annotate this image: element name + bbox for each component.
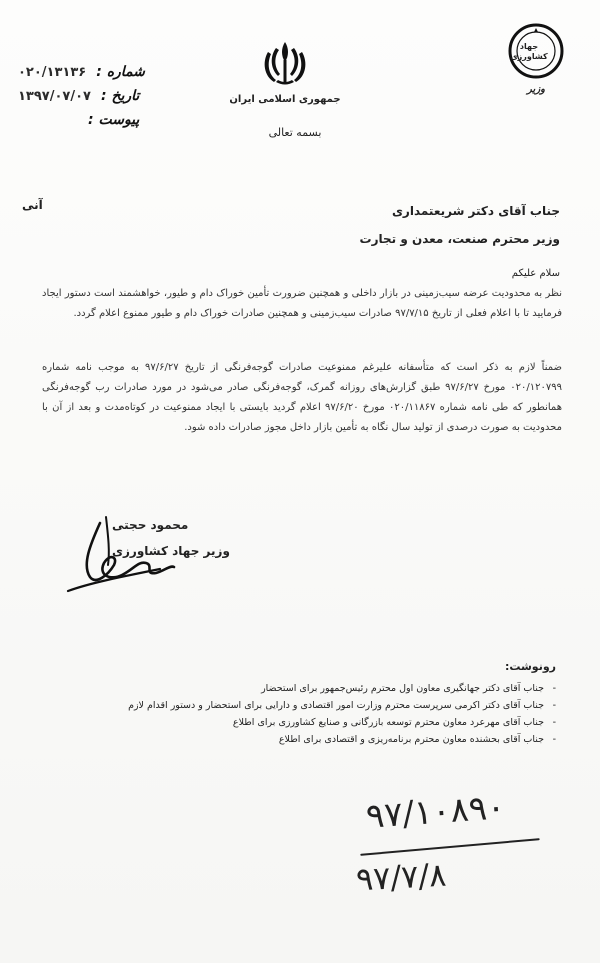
signer-name: محمود حجتی bbox=[112, 518, 189, 532]
handwritten-underline bbox=[360, 838, 539, 856]
cc-item: - جناب آقای دکتر جهانگیری معاون اول محترم رئیس‌جمهور برای استحضار bbox=[36, 680, 556, 697]
ministry-logo bbox=[500, 22, 572, 95]
emblem-icon bbox=[262, 38, 308, 88]
cc-item: - جناب آقای دکتر اکرمی سرپرست محترم وزارت امور اقتصادی و دارایی برای استحضار و دستور اقدام لازم bbox=[36, 697, 556, 714]
recipient-name: جناب آقای دکتر شریعتمداری bbox=[391, 204, 560, 218]
letter-number-label: شماره : bbox=[96, 64, 145, 80]
handwritten-registration-number: ۹۷/۱۰۸۹۰ bbox=[364, 787, 507, 837]
letter-number-value: ۰۲۰/۱۳۱۳۶ bbox=[18, 64, 87, 80]
handwritten-registration-date: ۹۷/۷/۸ bbox=[355, 855, 448, 899]
urgency-label: آنی bbox=[22, 198, 43, 212]
body-paragraph-1: نظر به محدودیت عرضه سیب‌زمینی در بازار داخلی و همچنین ضرورت تأمین خوراک دام و طیور، خواهشمند است دستور ایجاد فرمایید تا با اعلام فعلی از تاریخ ۹۷/۷/۱۵ صادرات سیب‌زمینی و همچنین صادرات خوراک دام و طیور ممنوع اعلام گردد. bbox=[42, 288, 562, 319]
recipient-title: وزیر محترم صنعت، معدن و تجارت bbox=[359, 232, 560, 246]
letter-date-value: ۱۳۹۷/۰۷/۰۷ bbox=[18, 88, 91, 104]
cc-item: - جناب آقای بحشنده معاون محترم برنامه‌ریزی و اقتصادی برای اطلاع bbox=[36, 731, 556, 748]
body-paragraph-2: ضمناً لازم به ذکر است که متأسفانه علیرغم ممنوعیت صادرات گوجه‌فرنگی از تاریخ ۹۷/۶/۲۷ به موجب نامه شماره ۰۲۰/۱۲۰۷۹۹ مورخ ۹۷/۶/۲۷ طبق گزارش‌های روزانه گمرک، گوجه‌فرنگی صادر می‌شود در مورد صادرات رب گوجه‌فرنگی همانطور که طی نامه شماره ۰۲۰/۱۱۸۶۷ مورخ ۹۷/۶/۲۰ اعلام گردید بایستی با ایجاد ممنوعیت در کوتاه‌مدت و بعد از آن با محدودیت به صورت درصدی از تولید سال نگاه به تأمین بازار داخل مجوز صادرات داده شود. bbox=[42, 362, 562, 433]
letter-attachment-label: پیوست : bbox=[88, 112, 140, 128]
letter-attachment-row bbox=[18, 110, 139, 130]
ministry-logo-text: جهاد کشاورزی bbox=[510, 42, 548, 61]
salutation: سلام علیکم bbox=[511, 268, 560, 279]
ministry-logo-caption: وزیر bbox=[527, 84, 545, 95]
letter-date-row bbox=[18, 86, 139, 106]
signer-title: وزیر جهاد کشاورزی bbox=[112, 544, 230, 558]
cc-item: - جناب آقای مهرعرد معاون محترم توسعه بازرگانی و صنایع کشاورزی برای اطلاع bbox=[36, 714, 556, 731]
cc-heading: رونوشت: bbox=[504, 660, 556, 673]
national-emblem bbox=[225, 38, 345, 105]
emblem-caption: جمهوری اسلامی ایران bbox=[229, 94, 341, 105]
cc-list bbox=[36, 680, 556, 748]
bismillah: بسمه تعالی bbox=[268, 126, 322, 139]
letter-number-row bbox=[18, 62, 145, 82]
letter-date-label: تاریخ : bbox=[100, 88, 140, 104]
